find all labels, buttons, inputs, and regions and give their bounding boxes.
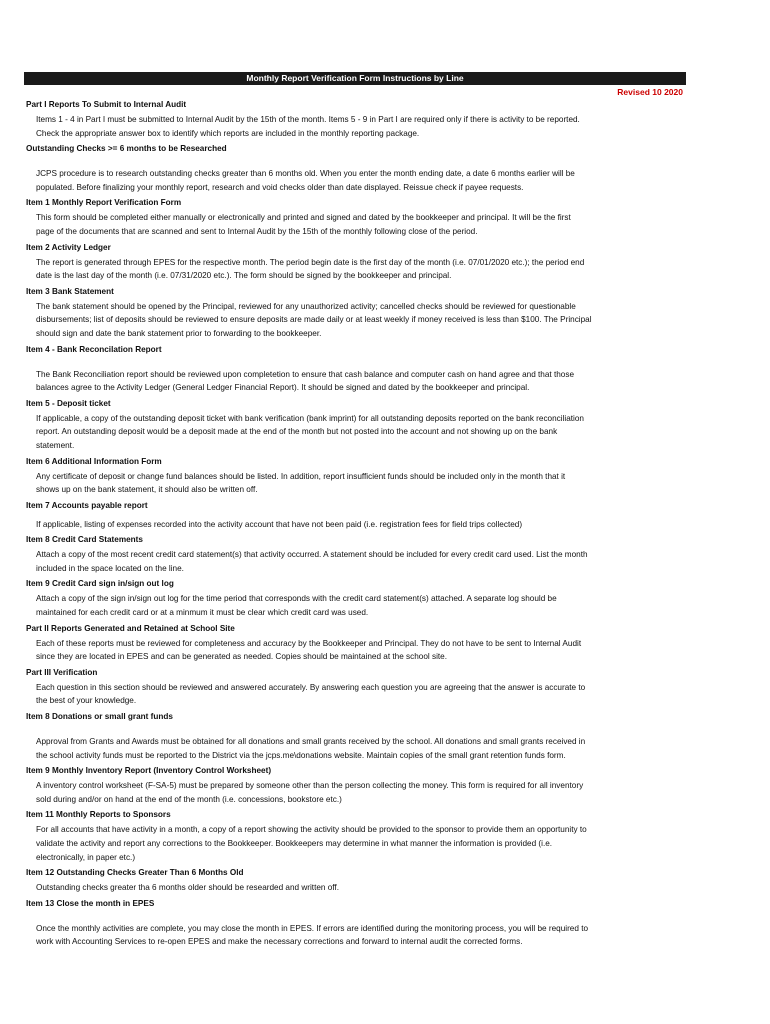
section-paragraph xyxy=(36,300,686,341)
section-heading: Item 12 Outstanding Checks Greater Than 6 Months Old xyxy=(26,868,244,878)
paragraph-line: the best of your knowledge. xyxy=(36,696,137,706)
revision-label: Revised 10 2020 xyxy=(617,87,683,97)
paragraph-line: Attach a copy of the sign in/sign out log for the time period that corresponds with the credit card statement(s) attached. A separate log should be xyxy=(36,594,557,604)
section-heading: Part III Verification xyxy=(26,667,98,677)
paragraph-line: statement. xyxy=(36,440,75,450)
paragraph-line: This form should be completed either manually or electronically and printed and signed and dated by the bookkeeper and principal. It will be the first xyxy=(36,213,571,223)
section-heading: Item 9 Monthly Inventory Report (Inventory Control Worksheet) xyxy=(26,766,272,776)
section-heading: Item 3 Bank Statement xyxy=(26,286,114,296)
paragraph-line: shows up on the bank statement, it should also be written off. xyxy=(36,485,258,495)
paragraph-line: disbursements; list of deposits should be reviewed to ensure deposits are made daily or at least weekly if money received is less than $100. The Principal xyxy=(36,315,592,325)
paragraph-line: validate the activity and report any corrections to the Bookkeeper. Bookkeepers may determine in what manner the information is provided (i.e. xyxy=(36,839,553,848)
section-paragraph xyxy=(36,368,686,395)
paragraph-line: Each of these reports must be reviewed for completeness and accuracy by the Bookkeeper and Principal. They do not have to be sent to Internal Audit xyxy=(36,638,582,648)
paragraph-line: since they are located in EPES and can be generated as needed. Copies should be maintained at the school site. xyxy=(36,652,448,662)
section-heading: Item 8 Donations or small grant funds xyxy=(26,712,173,722)
paragraph-line: Each question in this section should be reviewed and answered accurately. By answering each question you are agreeing that the answer is accurate to xyxy=(36,682,586,692)
section-heading: Item 6 Additional Information Form xyxy=(26,456,162,466)
paragraph-line: Once the monthly activities are complete, you may close the month in EPES. If errors are identified during the monitoring process, you will be required to xyxy=(36,923,589,933)
section-paragraph xyxy=(36,412,686,453)
section-paragraph xyxy=(36,548,686,575)
paragraph-line: If applicable, listing of expenses recorded into the activity account that have not been paid (i.e. registration fees for field trips collected) xyxy=(36,519,523,529)
paragraph-line: Check the appropriate answer box to identify which reports are included in the monthly reporting package. xyxy=(36,128,420,138)
section-heading: Item 2 Activity Ledger xyxy=(26,242,111,252)
section-paragraph xyxy=(36,211,686,238)
paragraph-line: page of the documents that are scanned and sent to Internal Audit by the 15th of the monthly following close of the period. xyxy=(36,226,478,236)
section-paragraph xyxy=(36,470,686,497)
paragraph-line: The bank statement should be opened by the Principal, reviewed for any unauthorized activity; cancelled checks should be reviewed for questionable xyxy=(36,301,576,311)
paragraph-line: electronically, in paper etc.) xyxy=(36,852,136,862)
paragraph-line: Attach a copy of the most recent credit card statement(s) that activity occurred. A statement should be included for every credit card used. List the month xyxy=(36,550,588,560)
section-paragraph xyxy=(36,735,686,762)
paragraph-line: The Bank Reconciliation report should be reviewed upon completetion to ensure that cash balance and computer cash on hand agree and that those xyxy=(36,369,574,379)
section-paragraph xyxy=(36,167,686,194)
section-paragraph xyxy=(36,256,686,283)
section-heading: Item 11 Monthly Reports to Sponsors xyxy=(26,810,171,820)
paragraph-line: For all accounts that have activity in a month, a copy of a report showing the activity should be provided to the sponsor to provide them an opportunity to xyxy=(36,825,587,835)
section-heading: Item 1 Monthly Report Verification Form xyxy=(26,198,182,208)
paragraph-line: populated. Before finalizing your monthly report, research and void checks older than date displayed. Reissue check if payee requests. xyxy=(36,182,524,192)
section-heading: Item 7 Accounts payable report xyxy=(26,500,148,510)
section-heading: Outstanding Checks >= 6 months to be Researched xyxy=(26,144,227,154)
spacer xyxy=(26,358,686,368)
paragraph-line: Any certificate of deposit or change fund balances should be listed. In addition, report insufficient funds should be included only in the month that it xyxy=(36,471,566,481)
paragraph-line: A inventory control worksheet (F-SA-5) must be prepared by someone other than the person collecting the money. This form is required for all inventory xyxy=(36,781,584,791)
paragraph-line: If applicable, a copy of the outstanding deposit ticket with bank verification (bank imprint) for all outstanding deposits reported on the bank reconciliation xyxy=(36,413,584,423)
spacer xyxy=(26,912,686,922)
section-paragraph xyxy=(36,922,686,949)
section-heading: Item 4 - Bank Reconcilation Report xyxy=(26,344,162,354)
section-paragraph xyxy=(36,637,686,664)
paragraph-line: report. An outstanding deposit would be a deposit made at the end of the month but not posted into the account and not showing up on the bank xyxy=(36,427,558,437)
spacer xyxy=(26,157,686,167)
paragraph-line: included in the space located on the line. xyxy=(36,563,184,573)
section-heading: Part I Reports To Submit to Internal Audit xyxy=(26,100,187,109)
section-paragraph xyxy=(36,823,686,864)
instructions-body xyxy=(26,99,686,952)
section-paragraph xyxy=(36,881,686,895)
document-title: Monthly Report Verification Form Instructions by Line xyxy=(24,72,686,85)
section-paragraph xyxy=(36,779,686,806)
section-paragraph xyxy=(36,681,686,708)
section-heading: Item 9 Credit Card sign in/sign out log xyxy=(26,579,174,589)
paragraph-line: work with Accounting Services to re-open EPES and make the necessary corrections and forward to internal audit the corrected forms. xyxy=(36,937,523,947)
paragraph-line: sold during and/or on hand at the end of the month (i.e. concessions, bookstore etc.) xyxy=(36,794,342,804)
paragraph-line: balances agree to the Activity Ledger (General Ledger Financial Report). It should be signed and dated by the bookkeeper and principal. xyxy=(36,383,530,393)
paragraph-line: Outstanding checks greater tha 6 months older should be researded and written off. xyxy=(36,883,339,893)
paragraph-line: should sign and date the bank statement prior to forwarding to the bookkeeper. xyxy=(36,328,322,338)
spacer xyxy=(26,725,686,735)
section-paragraph xyxy=(36,518,686,532)
paragraph-line: Items 1 - 4 in Part I must be submitted to Internal Audit by the 15th of the month. Items 5 - 9 in Part I are required only if there is activity to be reported. xyxy=(36,115,580,124)
paragraph-line: Approval from Grants and Awards must be obtained for all donations and small grants received by the school. All donations and small grants received in xyxy=(36,737,586,747)
paragraph-line: JCPS procedure is to research outstanding checks greater than 6 months old. When you enter the month ending date, a date 6 months earlier will be xyxy=(36,169,575,179)
section-paragraph xyxy=(36,113,686,140)
section-heading: Item 5 - Deposit ticket xyxy=(26,398,111,408)
paragraph-line: maintained for each credit card or at a minmum it must be clear which credit card was used. xyxy=(36,608,369,618)
paragraph-line: The report is generated through EPES for the respective month. The period begin date is the first day of the month (i.e. 07/01/2020 etc.); the period end xyxy=(36,257,585,267)
section-heading: Part II Reports Generated and Retained at School Site xyxy=(26,623,235,633)
paragraph-line: the school activity funds must be reported to the District via the jcps.me\donations website. Maintain copies of the small grant retention funds form. xyxy=(36,750,566,760)
section-heading: Item 8 Credit Card Statements xyxy=(26,535,143,545)
section-paragraph xyxy=(36,592,686,619)
section-heading: Item 13 Close the month in EPES xyxy=(26,898,155,908)
paragraph-line: date is the last day of the month (i.e. 07/31/2020 etc.). The form should be signed by the bookkeeper and principal. xyxy=(36,271,452,281)
